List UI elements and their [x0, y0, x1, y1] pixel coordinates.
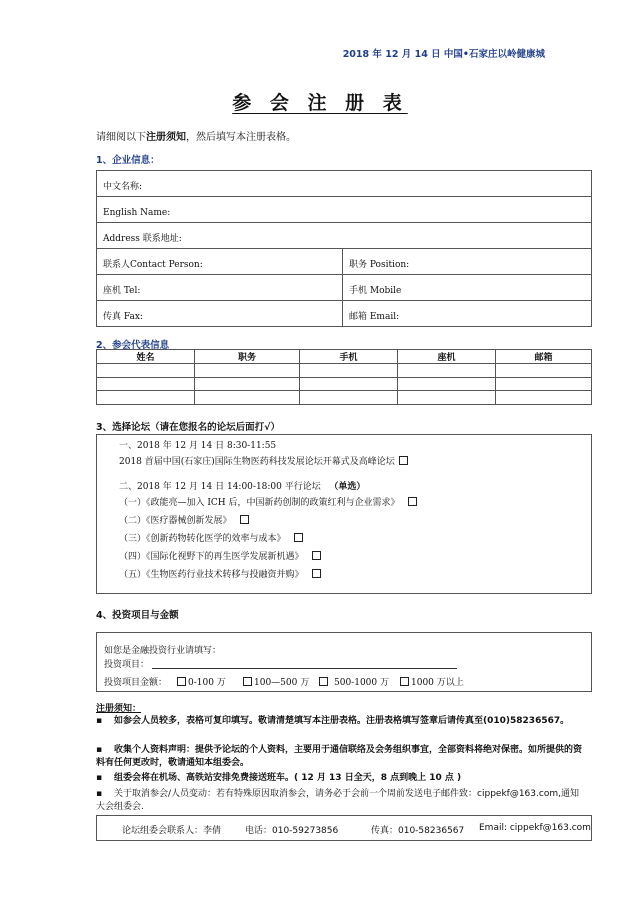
notes-heading: 注册须知：: [96, 704, 142, 714]
table-cell[interactable]: [97, 364, 195, 378]
col-title: 职务: [195, 350, 300, 364]
investment-project-label: 投资项目：: [104, 660, 150, 670]
investment-amount-label: 投资项目金额：: [104, 678, 168, 688]
section2-heading: 2、参会代表信息: [96, 340, 170, 351]
amount-label: 100—500 万: [254, 678, 310, 688]
en-name-field[interactable]: English Name:: [97, 197, 592, 223]
footer-tel: 电话：010-59273856: [245, 826, 339, 836]
section3-heading: 3、选择论坛（请在您报名的论坛后面打√）: [96, 422, 280, 433]
intro-text: [96, 128, 296, 143]
checkbox-icon[interactable]: [294, 533, 303, 542]
footer-fax: 传真：010-58236567: [371, 826, 465, 836]
note-item-3: 组委会将在机场、高铁站安排免费接送班车。( 12 月 13 日全天，8 点到晚上 10 点 ): [114, 773, 462, 783]
table-cell[interactable]: [300, 391, 398, 405]
table-cell[interactable]: [195, 391, 300, 405]
session2-note: （单选）: [329, 482, 366, 492]
session1-time: 一、2018 年 12 月 14 日 8:30-11:55: [119, 441, 277, 451]
position-field[interactable]: 职务 Position:: [343, 249, 592, 275]
address-field[interactable]: Address 联系地址:: [97, 223, 592, 249]
bullet-icon: ▪: [96, 773, 103, 783]
footer-contact: 论坛组委会联系人：李倩: [122, 826, 222, 836]
page-title: [0, 88, 640, 115]
forum-option-label: （四）《国际化视野下的再生医学发展新机遇》: [119, 552, 304, 562]
col-tel: 座机: [398, 350, 496, 364]
amount-label: 0-100 万: [188, 678, 226, 688]
checkbox-icon[interactable]: [312, 551, 321, 560]
amount-label: 1000 万以上: [411, 678, 464, 688]
forum-option-label: （二）《医疗器械创新发展》: [119, 516, 232, 526]
section1-heading: 1、企业信息：: [96, 155, 160, 166]
footer-email[interactable]: Email: cippekf@163.com: [479, 823, 591, 833]
fax-field[interactable]: 传真 Fax:: [97, 301, 343, 327]
table-row: [97, 364, 592, 378]
table-cell[interactable]: [195, 377, 300, 391]
note-item-2: 收集个人资料声明：提供予论坛的个人资料，主要用于通信联络及会务组织事宜，全部资料将绝对保密。如所提供的资料有任何更改时，敬请通知本组委会。: [96, 745, 583, 768]
checkbox-icon[interactable]: [408, 497, 417, 506]
cn-name-field[interactable]: 中文名称:: [97, 171, 592, 197]
company-info-table: [96, 170, 592, 327]
checkbox-icon[interactable]: [243, 677, 252, 686]
email-field[interactable]: 邮箱 Email:: [343, 301, 592, 327]
checkbox-icon[interactable]: [177, 677, 186, 686]
col-name: 姓名: [97, 350, 195, 364]
bullet-icon: ▪: [96, 789, 103, 799]
session2-row: [119, 479, 365, 492]
contact-footer-box: [96, 815, 592, 841]
intro-post: ，然后填写本注册表格。: [186, 132, 296, 143]
forum-option-3: [119, 531, 303, 544]
forum-option-4: [119, 549, 321, 562]
mobile-field[interactable]: 手机 Mobile: [343, 275, 592, 301]
investment-box: [96, 632, 592, 692]
table-cell[interactable]: [398, 364, 496, 378]
checkbox-icon[interactable]: [240, 515, 249, 524]
table-cell[interactable]: [97, 377, 195, 391]
session1-title: 2018 首届中国(石家庄)国际生物医药科技发展论坛开幕式及高峰论坛: [119, 457, 395, 467]
table-cell[interactable]: [496, 364, 592, 378]
note-item-4: 关于取消参会/人员变动：若有特殊原因取消参会，请务必于会前一个周前发送电子邮件致：cippekf@163.com,通知大会组委会.: [96, 789, 579, 812]
forum-option-label: （三）《创新药物转化医学的效率与成本》: [119, 534, 286, 544]
contact-person-field[interactable]: 联系人Contact Person:: [97, 249, 343, 275]
checkbox-icon[interactable]: [400, 677, 409, 686]
session1-row: [119, 454, 408, 467]
project-input-line[interactable]: [152, 668, 457, 669]
table-row: [97, 391, 592, 405]
investment-prompt: 如您是金融投资行业请填写：: [104, 646, 222, 656]
table-cell[interactable]: [398, 391, 496, 405]
forum-selection-box: [96, 434, 592, 594]
table-cell[interactable]: [300, 364, 398, 378]
amount-option-4: [400, 675, 464, 688]
note-item-1: 如参会人员较多，表格可复印填写。敬请清楚填写本注册表格。注册表格填写签章后请传真至(010)58236567。: [114, 716, 570, 726]
table-row: [97, 377, 592, 391]
forum-option-label: （一）《政能亮—加入 ICH 后，中国新药创制的政策红利与企业需求》: [119, 498, 400, 508]
page-title-text: 参 会 注 册 表: [232, 92, 408, 114]
forum-option-label: （五）《生物医药行业技术转移与投融资并购》: [119, 570, 304, 580]
table-cell[interactable]: [496, 377, 592, 391]
attendee-table: [96, 349, 592, 405]
checkbox-icon[interactable]: [312, 569, 321, 578]
bullet-icon: ▪: [96, 745, 103, 755]
section4-heading: 4、投资项目与金额: [96, 610, 179, 621]
col-email: 邮箱: [496, 350, 592, 364]
checkbox-icon[interactable]: [319, 677, 328, 686]
col-mobile: 手机: [300, 350, 398, 364]
table-cell[interactable]: [496, 391, 592, 405]
tel-field[interactable]: 座机 Tel:: [97, 275, 343, 301]
header-date-location: 2018 年 12 月 14 日 中国•石家庄以岭健康城: [342, 49, 545, 60]
forum-option-5: [119, 567, 321, 580]
table-cell[interactable]: [97, 391, 195, 405]
amount-label: 500-1000 万: [334, 678, 389, 688]
table-cell[interactable]: [300, 377, 398, 391]
forum-option-2: [119, 513, 249, 526]
table-cell[interactable]: [195, 364, 300, 378]
table-cell[interactable]: [398, 377, 496, 391]
forum-option-1: [119, 495, 417, 508]
session2-time: 二、2018 年 12 月 14 日 14:00-18:00 平行论坛: [119, 482, 321, 492]
intro-bold: 注册须知: [146, 132, 186, 143]
amount-option-3: [319, 675, 389, 688]
checkbox-icon[interactable]: [399, 456, 408, 465]
bullet-icon: ▪: [96, 716, 103, 726]
amount-option-1: [177, 675, 226, 688]
intro-pre: 请细阅以下: [96, 132, 146, 143]
amount-option-2: [243, 675, 309, 688]
